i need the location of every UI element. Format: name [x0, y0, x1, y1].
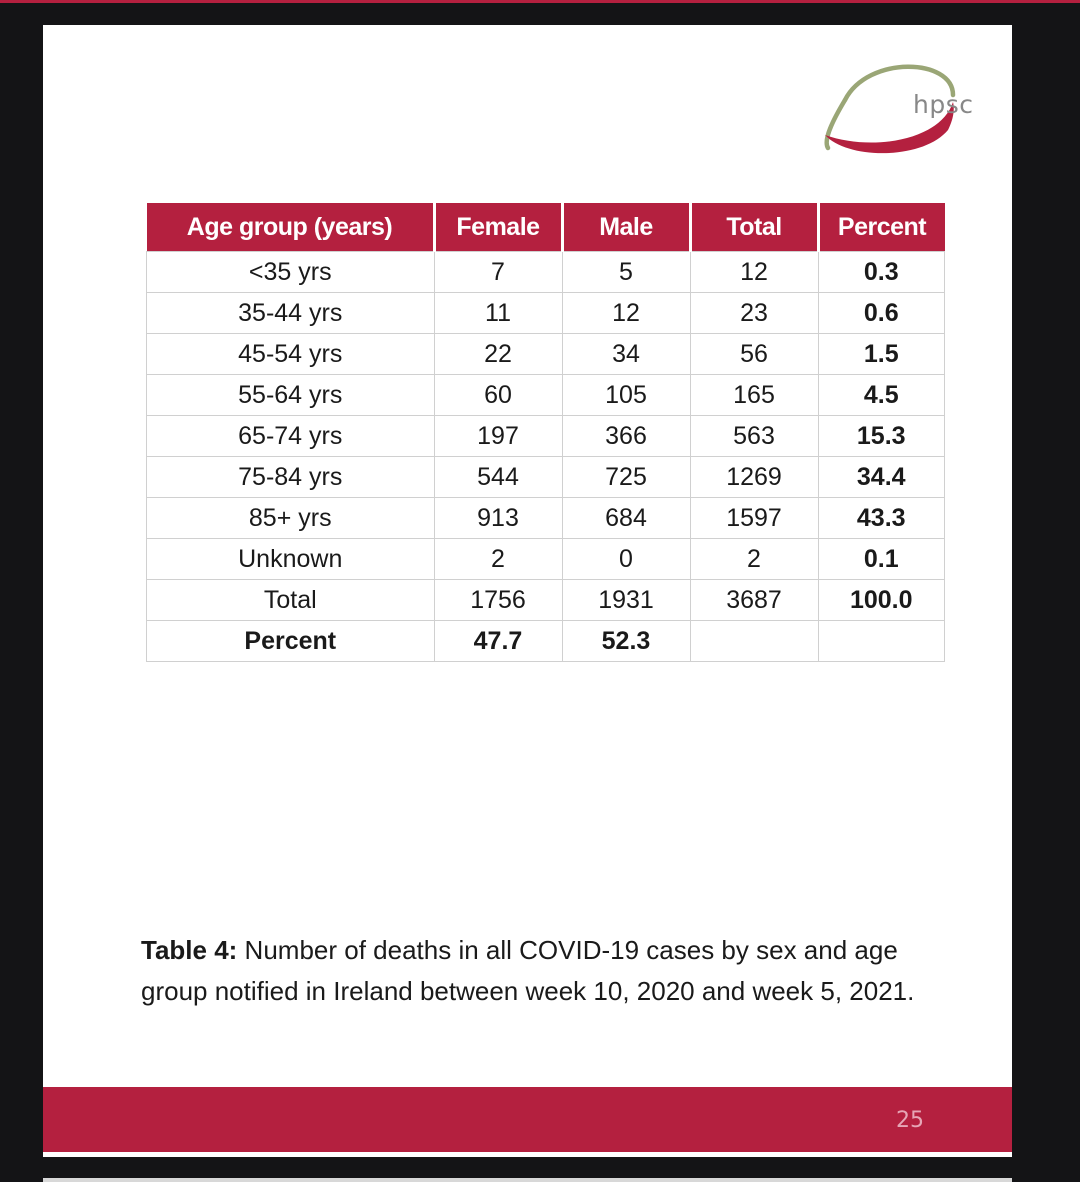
cell-female: 544 — [434, 457, 562, 498]
cell-female: 22 — [434, 334, 562, 375]
cell-male: 105 — [562, 375, 690, 416]
cell-percent: 1.5 — [818, 334, 945, 375]
cell-total: 165 — [690, 375, 818, 416]
table-header-row — [147, 203, 945, 252]
caption-label: Table 4: — [141, 935, 238, 965]
header-percent: Percent — [818, 203, 945, 252]
cell-total: 1597 — [690, 498, 818, 539]
document-page — [43, 25, 1012, 1157]
header-male: Male — [562, 203, 690, 252]
cell-percent: 100.0 — [818, 580, 945, 621]
page-number: 25 — [896, 1108, 924, 1133]
table-row — [147, 252, 945, 293]
cell-male: 684 — [562, 498, 690, 539]
cell-female: 197 — [434, 416, 562, 457]
table-row-percent — [147, 621, 945, 662]
table-caption — [141, 930, 961, 1012]
cell-female: 60 — [434, 375, 562, 416]
cell-female: 2 — [434, 539, 562, 580]
cell-age: <35 yrs — [147, 252, 435, 293]
cell-age: Total — [147, 580, 435, 621]
cell-percent: 0.6 — [818, 293, 945, 334]
logo-text: hpsc — [913, 90, 974, 119]
table-row — [147, 457, 945, 498]
table-row-total — [147, 580, 945, 621]
deaths-table — [146, 203, 945, 662]
header-female: Female — [434, 203, 562, 252]
cell-total: 1269 — [690, 457, 818, 498]
table-row — [147, 334, 945, 375]
table-row — [147, 416, 945, 457]
cell-female: 913 — [434, 498, 562, 539]
cell-age: Unknown — [147, 539, 435, 580]
table-row — [147, 293, 945, 334]
cell-percent: 34.4 — [818, 457, 945, 498]
cell-age: 65-74 yrs — [147, 416, 435, 457]
cell-male: 5 — [562, 252, 690, 293]
cell-total: 563 — [690, 416, 818, 457]
cell-male: 52.3 — [562, 621, 690, 662]
cell-age: 85+ yrs — [147, 498, 435, 539]
cell-age: 75-84 yrs — [147, 457, 435, 498]
cell-male: 1931 — [562, 580, 690, 621]
cell-total: 2 — [690, 539, 818, 580]
top-strip — [0, 0, 1080, 3]
cell-percent: 15.3 — [818, 416, 945, 457]
cell-total: 3687 — [690, 580, 818, 621]
cell-male: 0 — [562, 539, 690, 580]
cell-percent: 0.3 — [818, 252, 945, 293]
cell-total: 23 — [690, 293, 818, 334]
footer-band — [43, 1087, 1012, 1152]
cell-age: 45-54 yrs — [147, 334, 435, 375]
cell-male: 34 — [562, 334, 690, 375]
cell-age: Percent — [147, 621, 435, 662]
next-page-edge — [43, 1178, 1012, 1182]
cell-male: 725 — [562, 457, 690, 498]
cell-total: 56 — [690, 334, 818, 375]
cell-percent: 4.5 — [818, 375, 945, 416]
table-row — [147, 375, 945, 416]
cell-percent: 43.3 — [818, 498, 945, 539]
cell-percent — [818, 621, 945, 662]
header-total: Total — [690, 203, 818, 252]
table-row — [147, 498, 945, 539]
cell-total — [690, 621, 818, 662]
cell-male: 366 — [562, 416, 690, 457]
cell-age: 35-44 yrs — [147, 293, 435, 334]
cell-female: 47.7 — [434, 621, 562, 662]
cell-female: 7 — [434, 252, 562, 293]
cell-percent: 0.1 — [818, 539, 945, 580]
hpsc-logo — [813, 60, 974, 160]
table-row — [147, 539, 945, 580]
cell-age: 55-64 yrs — [147, 375, 435, 416]
header-age-group: Age group (years) — [147, 203, 435, 252]
cell-female: 11 — [434, 293, 562, 334]
cell-female: 1756 — [434, 580, 562, 621]
cell-total: 12 — [690, 252, 818, 293]
caption-text: Number of deaths in all COVID-19 cases by sex and age group notified in Ireland between week 10, 2020 and week 5, 2021. — [141, 935, 915, 1006]
cell-male: 12 — [562, 293, 690, 334]
